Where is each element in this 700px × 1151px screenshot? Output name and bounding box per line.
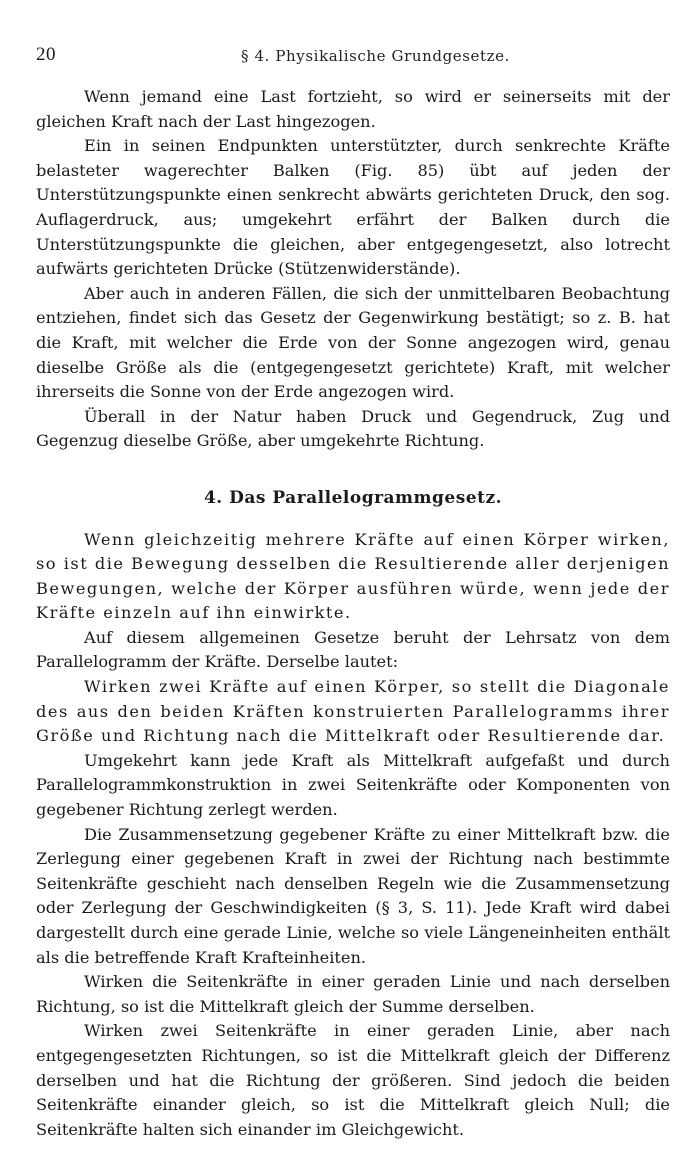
paragraph-same-direction: Wirken die Seitenkräfte in einer geraden Linie und nach derselben Richtung, so ist die Mittelkraft gleich der Summe derselben. bbox=[36, 972, 670, 1016]
paragraph-beam-support: Ein in seinen Endpunkten unterstützter, durch senkrechte Kräfte belasteter wagerechter Balken (Fig. 85) übt auf jeden der Unterstützungspunkte einen senkrecht abwärts gerichteten Druck, den sog. Auflagerdruck, aus; umgekehrt erfährt der Balken durch die Unterstützungspunkte die gleichen, aber entgegengesetzt, also lotrecht aufwärts gerichteten Drücke (Stützenwiderstände). bbox=[36, 136, 670, 279]
paragraph-parallelogram-theorem: Wirken zwei Kräfte auf einen Körper, so stellt die Diagonale des aus den beiden Kräften konstruierten Parallelogramms ihrer Größe und Richtung nach die Mittelkraft oder Resultierende dar. bbox=[36, 677, 670, 746]
paragraph-pressure-counterpressure: Überall in der Natur haben Druck und Gegendruck, Zug und Gegenzug dieselbe Größe, aber umgekehrte Richtung. bbox=[36, 406, 670, 451]
paragraph-composition-rules: Die Zusammensetzung gegebener Kräfte zu einer Mittelkraft bzw. die Zerlegung einer gegebenen Kraft in zwei der Richtung nach bestimmte Seitenkräfte geschieht nach denselben Regeln wie die Zusammensetzung oder Zerlegung der Geschwindigkeiten (§ 3, S. 11). Jede Kraft wird dabei dargestellt durch eine gerade Linie, welche so viele Längeneinheiten enthält als die betreffende Kraft Krafteinheiten. bbox=[36, 824, 670, 967]
paragraph-opposite-direction: Wirken zwei Seitenkräfte in einer geraden Linie, aber nach entgegengesetzten Richtungen, so ist die Mittelkraft gleich der Differenz derselben und hat die Richtung der größeren. Sind jedoch die beiden Seitenkräfte einander gleich, so ist die Mittelkraft gleich Null; die Seitenkräfte halten sich einander im Gleichgewicht. bbox=[36, 1021, 670, 1139]
page-header bbox=[36, 38, 670, 72]
page-number: 20 bbox=[36, 44, 56, 65]
page-body bbox=[36, 85, 670, 1142]
paragraph-resultant-motion: Wenn gleichzeitig mehrere Kräfte auf einen Körper wirken, so ist die Bewegung desselben die Resultierende aller derjenigen Bewegungen, welche der Körper ausführen würde, wenn jede der Kräfte einzeln auf ihn einwirkte. bbox=[36, 529, 670, 623]
running-head: § 4. Physikalische Grundgesetze. bbox=[241, 47, 511, 65]
paragraph-earth-sun: Aber auch in anderen Fällen, die sich der unmittelbaren Beobachtung entziehen, findet sich das Gesetz der Gegenwirkung bestätigt; so z. B. hat die Kraft, mit welcher die Erde von der Sonne angezogen wird, genau dieselbe Größe als die (entgegengesetzt gerichtete) Kraft, mit welcher ihrerseits die Sonne von der Erde angezogen wird. bbox=[36, 283, 670, 402]
section-heading: 4. Das Parallelogrammgesetz. bbox=[203, 487, 503, 508]
paragraph-theorem-intro: Auf diesem allgemeinen Gesetze beruht der Lehrsatz von dem Parallelogramm der Kräfte. Derselbe lautet: bbox=[36, 627, 670, 672]
paragraph-last-pulling: Wenn jemand eine Last fortzieht, so wird er seinerseits mit der gleichen Kraft nach der Last hingezogen. bbox=[36, 87, 670, 131]
paragraph-decomposition: Umgekehrt kann jede Kraft als Mittelkraft aufgefaßt und durch Parallelogrammkonstruktion in zwei Seitenkräfte oder Komponenten von gegebener Richtung zerlegt werden. bbox=[36, 750, 670, 820]
